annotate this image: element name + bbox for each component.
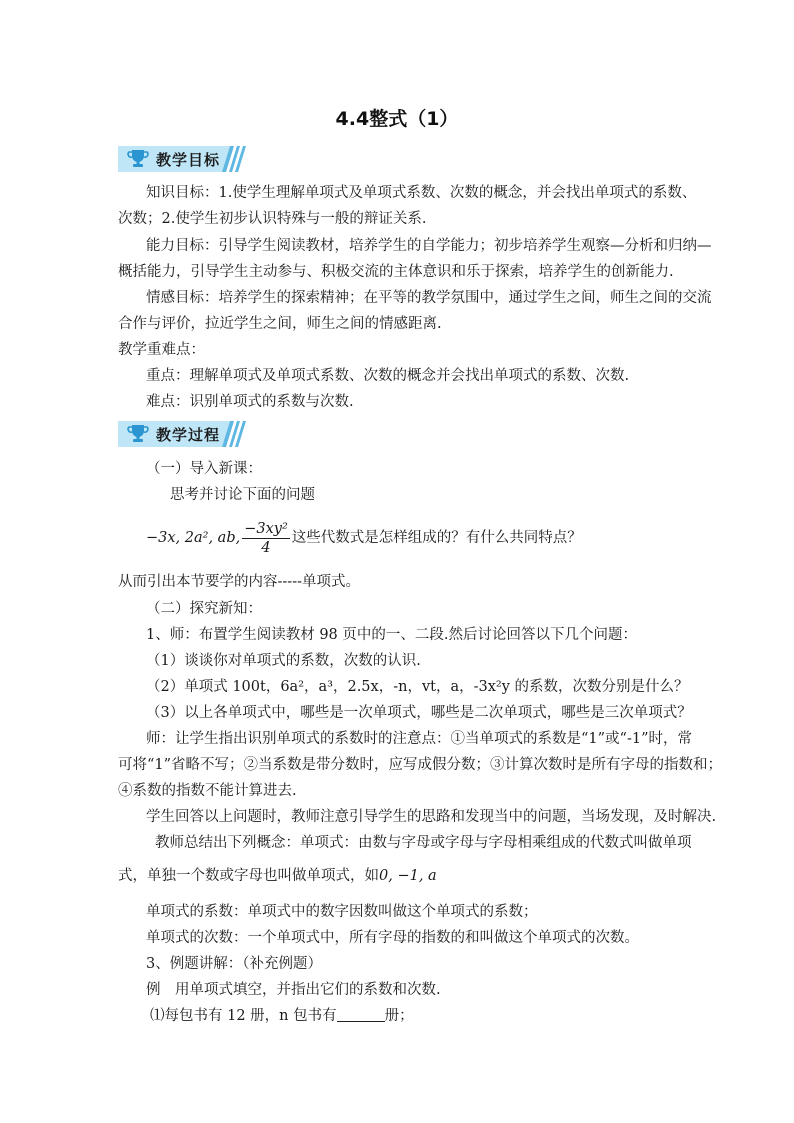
key-point: 重点：理解单项式及单项式系数、次数的概念并会找出单项式的系数、次数. xyxy=(146,368,630,384)
example-1-suffix: 册； xyxy=(384,1008,414,1024)
example-1-text: ⑴每包书有 12 册，n 包书有 xyxy=(150,1008,337,1024)
note-line-2: 可将“1”省略不写；②当系数是带分数时，应写成假分数；③计算次数时是所有字母的指数和； xyxy=(118,757,723,773)
example-1 xyxy=(150,1006,414,1026)
difficult-point: 难点：识别单项式的系数与次数. xyxy=(146,394,354,410)
answer-blank xyxy=(337,1007,385,1022)
intro-heading: （一）导入新课： xyxy=(146,461,262,477)
explore-heading: （二）探究新知： xyxy=(146,601,262,617)
knowledge-goal-line-2: 次数；2.使学生初步认识特殊与一般的辩证关系. xyxy=(118,211,427,227)
ability-goal-line-1: 能力目标：引导学生阅读教材，培养学生的自学能力；初步培养学生观察—分析和归纳— xyxy=(146,238,712,254)
summary-example-expr: 0, −1, a xyxy=(379,868,437,884)
trophy-icon xyxy=(125,148,151,170)
trophy-icon xyxy=(125,423,151,445)
summary-line-2 xyxy=(118,866,437,886)
ability-goal-line-2: 概括能力，引导学生主动参与、积极交流的主体意识和乐于探索，培养学生的创新能力. xyxy=(118,264,674,280)
expression-fraction xyxy=(242,520,290,557)
answer-note: 学生回答以上问题时，教师注意引导学生的思路和发现当中的问题，当场发现，及时解决. xyxy=(146,809,717,825)
intro-prompt: 思考并讨论下面的问题 xyxy=(170,487,315,503)
expression-line xyxy=(146,518,582,558)
example-heading: 3、例题讲解：（补充例题） xyxy=(146,956,322,972)
question-1: （1）谈谈你对单项式的系数，次数的认识. xyxy=(146,653,421,669)
coefficient-definition: 单项式的系数：单项式中的数字因数叫做这个单项式的系数； xyxy=(146,904,538,920)
section-banner-objectives xyxy=(118,146,248,172)
page-title: 4.4整式（1） xyxy=(335,108,459,130)
note-line-3: ④系数的指数不能计算进去. xyxy=(118,783,297,799)
question-2: （2）单项式 100t，6a²，a³，2.5x，-n，vt，a，-3x²y 的系数，次数分别是什么？ xyxy=(146,679,689,695)
example-intro: 例 用单项式填空，并指出它们的系数和次数. xyxy=(146,982,441,998)
expression-terms: −3x, 2a², ab, xyxy=(146,530,241,546)
summary-line-1: 教师总结出下列概念：单项式：由数与字母或字母与字母相乘组成的代数式叫做单项 xyxy=(155,835,692,851)
fraction-numerator: −3xy² xyxy=(244,520,288,537)
emotion-goal-line-2: 合作与评价，拉近学生之间，师生之间的情感距离. xyxy=(118,316,442,332)
section-title-objectives: 教学目标 xyxy=(156,151,221,169)
knowledge-goal-line-1: 知识目标：1.使学生理解单项式及单项式系数、次数的概念，并会找出单项式的系数、 xyxy=(146,185,697,201)
summary-text: 式，单独一个数或字母也叫做单项式，如 xyxy=(118,868,379,884)
expression-question: 这些代数式是怎样组成的？有什么共同特点？ xyxy=(291,530,582,546)
section-banner-process xyxy=(118,421,248,447)
lead-in: 从而引出本节要学的内容-----单项式。 xyxy=(118,574,360,590)
note-line-1: 师：让学生指出识别单项式的系数时的注意点：①当单项式的系数是“1”或“-1”时，常 xyxy=(146,731,692,747)
item-1: 1、师：布置学生阅读教材 98 页中的一、二段.然后讨论回答以下几个问题： xyxy=(146,627,638,643)
section-title-process: 教学过程 xyxy=(156,426,221,444)
fraction-denominator: 4 xyxy=(261,539,271,556)
degree-definition: 单项式的次数：一个单项式中，所有字母的指数的和叫做这个单项式的次数。 xyxy=(146,930,639,946)
keypoints-label: 教学重难点： xyxy=(118,342,205,358)
emotion-goal-line-1: 情感目标：培养学生的探索精神；在平等的教学氛围中，通过学生之间，师生之间的交流 xyxy=(146,290,712,306)
question-3: （3）以上各单项式中，哪些是一次单项式，哪些是二次单项式，哪些是三次单项式？ xyxy=(146,705,692,721)
